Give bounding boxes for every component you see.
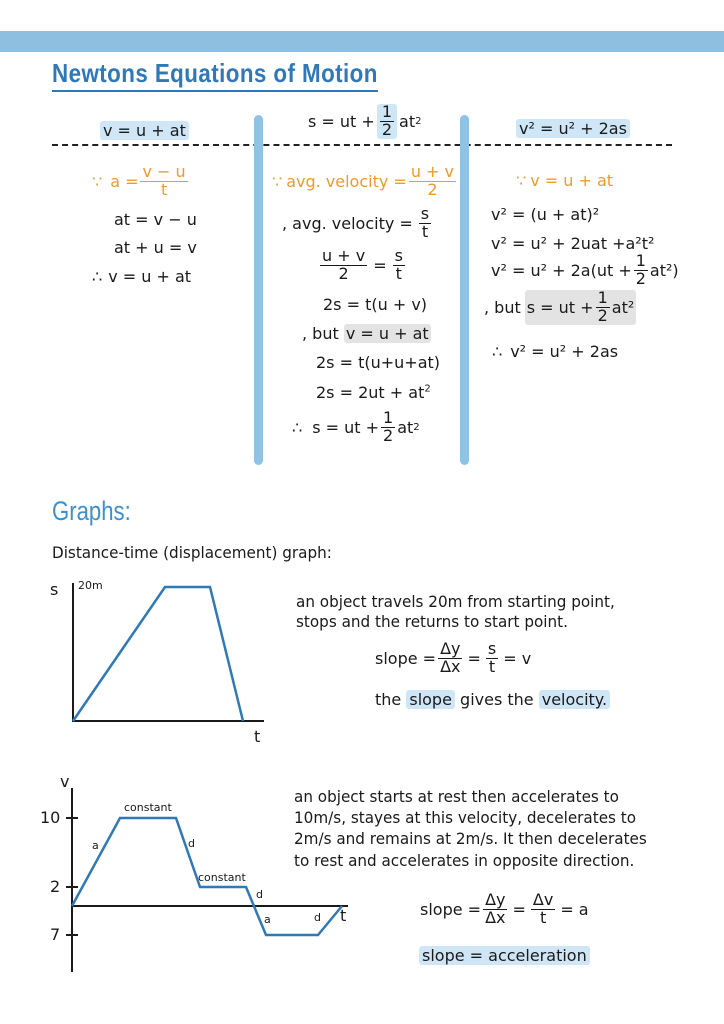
col2-line7-fraction: $\frac{1}{2}$ [383, 408, 394, 445]
g2-desc-line1: an object starts at rest then accelerates to [294, 787, 619, 806]
col2-line5: 2s = t(u+u+at) [316, 353, 441, 372]
page-title: Newtons Equations of Motion [52, 58, 378, 92]
col1-given: ∵ a = $\frac{v - u}{t}$ [92, 162, 186, 199]
g1-desc-line2: stops and the returns to start point. [296, 612, 568, 631]
col2-line2-fraction-right: $\frac{s}{t}$ [394, 246, 403, 283]
col3-line2: v² = u² + 2uat +a²t² [491, 234, 655, 253]
col2-given-fraction: $\frac{u + v}{2}$ [410, 162, 454, 199]
distance-time-graph [40, 575, 280, 755]
header-divider [52, 144, 672, 146]
col1-line1: at = v − u [114, 210, 197, 229]
col3-line4-highlight: s = ut + $\frac{1}{2}$ at² [526, 288, 635, 325]
therefore-symbol: ∴ [92, 267, 103, 286]
g2-x-label: t [340, 906, 347, 925]
g1-x-label: t [254, 727, 261, 746]
g2-desc-line2: 10m/s, stayes at this velocity, decelerates to [294, 808, 637, 827]
col3-line5: ∴ v² = u² + 2as [492, 342, 619, 361]
g1-desc-line1: an object travels 20m from starting point, [296, 592, 615, 611]
g2-tick-label-10: 10 [40, 808, 61, 827]
g2-y-label: v [60, 772, 70, 791]
g2-tick-label-2: 2 [50, 877, 61, 896]
col2-line1: , avg. velocity = $\frac{s}{t}$ [282, 204, 430, 241]
col2-header-fraction: $\frac{1}{2}$ [377, 104, 397, 139]
col2-line6: $2s = 2ut + at^2$ [316, 383, 431, 402]
col3-line1: v² = (u + at)² [491, 205, 600, 224]
col2-line4: , but v = u + at [302, 324, 429, 343]
col3-line3-fraction: $\frac{1}{2}$ [635, 251, 646, 288]
g2-dv-t-fraction: $\frac{\Delta v}{t}$ [532, 890, 554, 927]
g1-s-t-fraction: $\frac{s}{t}$ [487, 639, 497, 676]
g2-label-accel-2: a [264, 913, 271, 926]
graphs-heading: Graphs: [52, 496, 131, 526]
col3-header: v² = u² + 2as [516, 119, 630, 138]
g1-displacement-line [73, 587, 243, 721]
col3-given: ∵ v = u + at [516, 171, 614, 190]
col2-given: ∵ avg. velocity = $\frac{u + v}{2}$ [272, 162, 454, 199]
g1-y-tick: 20m [78, 579, 103, 592]
col2-line2-fraction-left: $\frac{u + v}{2}$ [322, 246, 366, 283]
col1-given-fraction: $\frac{v - u}{t}$ [142, 162, 186, 199]
g2-tick-label-neg: 7 [50, 925, 61, 944]
g2-label-constant-2: constant [198, 871, 246, 884]
col3-line4: , but s = ut + $\frac{1}{2}$ at² [484, 288, 635, 325]
g2-label-accel-1: a [92, 839, 99, 852]
g1-dy-dx-fraction: $\frac{\Delta y}{\Delta x}$ [440, 639, 461, 676]
col1-header: v = u + at [100, 121, 189, 140]
g1-slope-note: the slope gives the velocity. [375, 690, 610, 709]
because-symbol: ∵ [516, 171, 527, 190]
col3-line4-fraction: $\frac{1}{2}$ [597, 288, 608, 325]
g1-slope-equation: slope = $\frac{\Delta y}{\Delta x}$ = $\frac{s}{t}$ = v [375, 639, 532, 676]
col2-line1-fraction: $\frac{s}{t}$ [420, 204, 430, 241]
top-banner [0, 31, 724, 52]
therefore-symbol: ∴ [292, 417, 303, 437]
col1-line3: ∴ v = u + at [92, 267, 192, 286]
g2-label-decel-1: d [188, 837, 195, 850]
column-divider-left [254, 115, 263, 465]
g2-label-constant-1: constant [124, 801, 172, 814]
col2-line2: $\frac{u + v}{2}$ = $\frac{s}{t}$ [322, 246, 403, 283]
g2-desc-line3: 2m/s and remains at 2m/s. It then decelerates [294, 829, 647, 848]
g2-desc-line4: to rest and accelerates in opposite direction. [294, 851, 635, 870]
col1-line2: at + u = v [114, 238, 197, 257]
g2-label-decel-2: d [256, 888, 263, 901]
g1-y-label: s [50, 580, 59, 599]
column-divider-right [460, 115, 469, 465]
col2-header: s = ut + $\frac{1}{2}$ at 2 [308, 102, 422, 139]
g2-dy-dx-fraction: $\frac{\Delta y}{\Delta x}$ [485, 890, 506, 927]
g2-conclusion: slope = acceleration [419, 946, 590, 965]
g2-slope-equation: slope = $\frac{\Delta y}{\Delta x}$ = $\frac{\Delta v}{t}$ = a [420, 890, 589, 927]
g2-label-decel-3: d [314, 911, 321, 924]
therefore-symbol: ∴ [492, 342, 503, 361]
graphs-subheading: Distance-time (displacement) graph: [52, 543, 332, 562]
because-symbol: ∵ [272, 171, 283, 191]
col2-line7: ∴ s = ut + $\frac{1}{2}$ at 2 [292, 408, 420, 445]
col2-line3: 2s = t(u + v) [323, 295, 428, 314]
because-symbol: ∵ [92, 171, 103, 191]
col3-line3: v² = u² + 2a(ut + $\frac{1}{2}$ at²) [491, 251, 679, 288]
